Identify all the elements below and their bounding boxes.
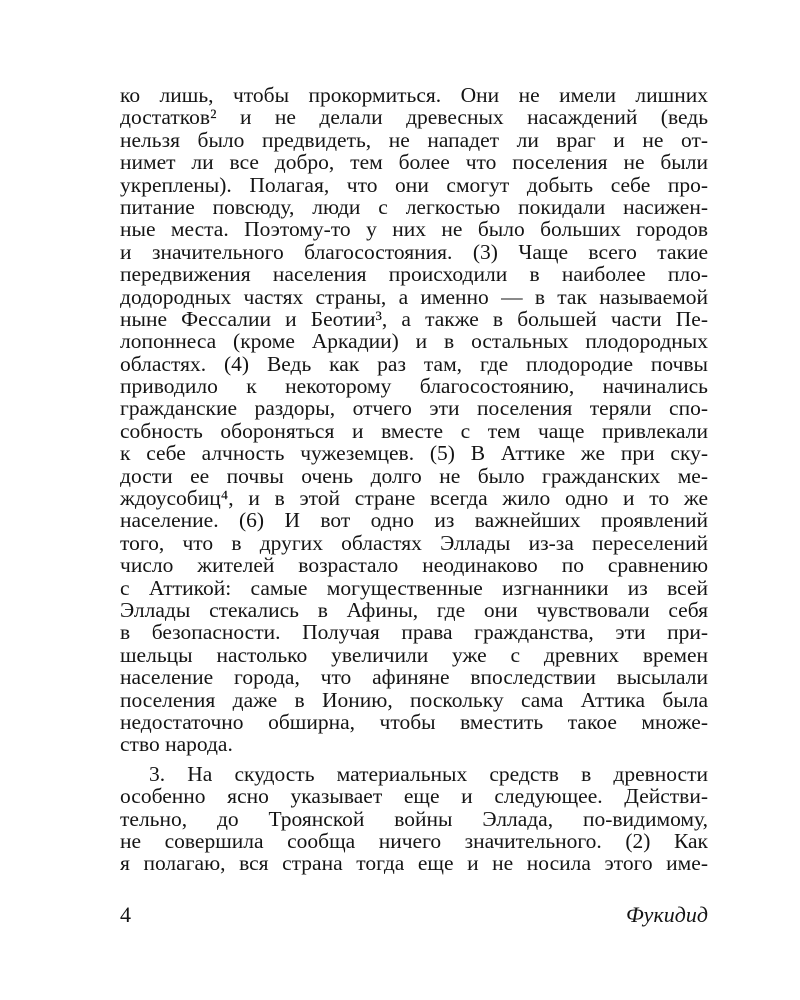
text-line: гражданские раздоры, отчего эти поселения теряли спо- (120, 396, 708, 421)
text-line: ство народа. (120, 732, 233, 757)
text-line: ждоусобиц⁴, и в этой стране всегда жило одно и то же (120, 486, 708, 511)
text-line: того, что в других областях Эллады из-за переселений (120, 530, 708, 555)
paragraph-1 (120, 84, 708, 756)
text-line: 3. На скудость материальных средств в древности (149, 761, 708, 786)
text-line: ныне Фессалии и Беотии³, а также в большей части Пе- (120, 306, 708, 331)
text-line: нимет ли все добро, тем более что поселения не были (120, 150, 708, 175)
text-line: и значительного благосостояния. (3) Чаще всего такие (120, 239, 708, 264)
text-line: к себе алчность чужеземцев. (5) В Аттике же при ску- (120, 441, 708, 466)
text-line: дости ее почвы очень долго не было гражданских ме- (120, 463, 708, 488)
text-line: областях. (4) Ведь как раз там, где плодородие почвы (120, 351, 708, 376)
text-line: питание повсюду, люди с легкостью покидали насижен- (120, 194, 708, 219)
text-line: лопоннеса (кроме Аркадии) и в остальных плодородных (120, 329, 708, 354)
text-line: ко лишь, чтобы прокормиться. Они не имели лишних (120, 83, 708, 107)
running-title: Фукидид (625, 902, 708, 927)
text-line: поселения даже в Ионию, поскольку сама Аттика была (120, 687, 708, 712)
text-line: не совершила сообща ничего значительного. (2) Как (120, 828, 708, 853)
text-line: население. (6) И вот одно из важнейших проявлений (120, 508, 708, 533)
text-line: укреплены). Полагая, что они смогут добыть себе про- (120, 172, 708, 197)
text-line: недостаточно обширна, чтобы вместить такое множе- (120, 709, 708, 734)
text-line: Эллады стекались в Афины, где они чувствовали себя (120, 597, 708, 622)
text-line: нельзя было предвидеть, не нападет ли враг и не от- (120, 127, 708, 152)
text-line: в безопасности. Получая права гражданства, эти при- (120, 620, 708, 645)
text-line: передвижения населения происходили в наиболее пло- (120, 262, 708, 287)
page-footer (120, 902, 708, 932)
text-line: ные места. Поэтому-то у них не было больших городов (120, 217, 708, 242)
page-number: 4 (120, 902, 131, 927)
paragraph-2 (120, 763, 708, 875)
text-line: собность обороняться и вместе с тем чаще привлекали (120, 418, 708, 443)
text-line: с Аттикой: самые могущественные изгнанники из всей (120, 575, 708, 600)
text-line: население города, что афиняне впоследствии высылали (120, 665, 708, 690)
text-line: приводило к некоторому благосостоянию, начинались (120, 374, 708, 399)
text-line: тельно, до Троянской войны Эллада, по-видимому, (120, 806, 708, 831)
text-line: число жителей возрастало неодинаково по сравнению (120, 553, 708, 578)
text-line: я полагаю, вся страна тогда еще и не носила этого име- (120, 851, 708, 876)
body-text (120, 84, 708, 875)
text-line: додородных частях страны, а именно — в так называемой (120, 284, 708, 309)
text-line: шельцы настолько увеличили уже с древних времен (120, 642, 708, 667)
text-line: достатков² и не делали древесных насаждений (ведь (120, 105, 708, 130)
text-line: особенно ясно указывает еще и следующее. Действи- (120, 784, 708, 809)
